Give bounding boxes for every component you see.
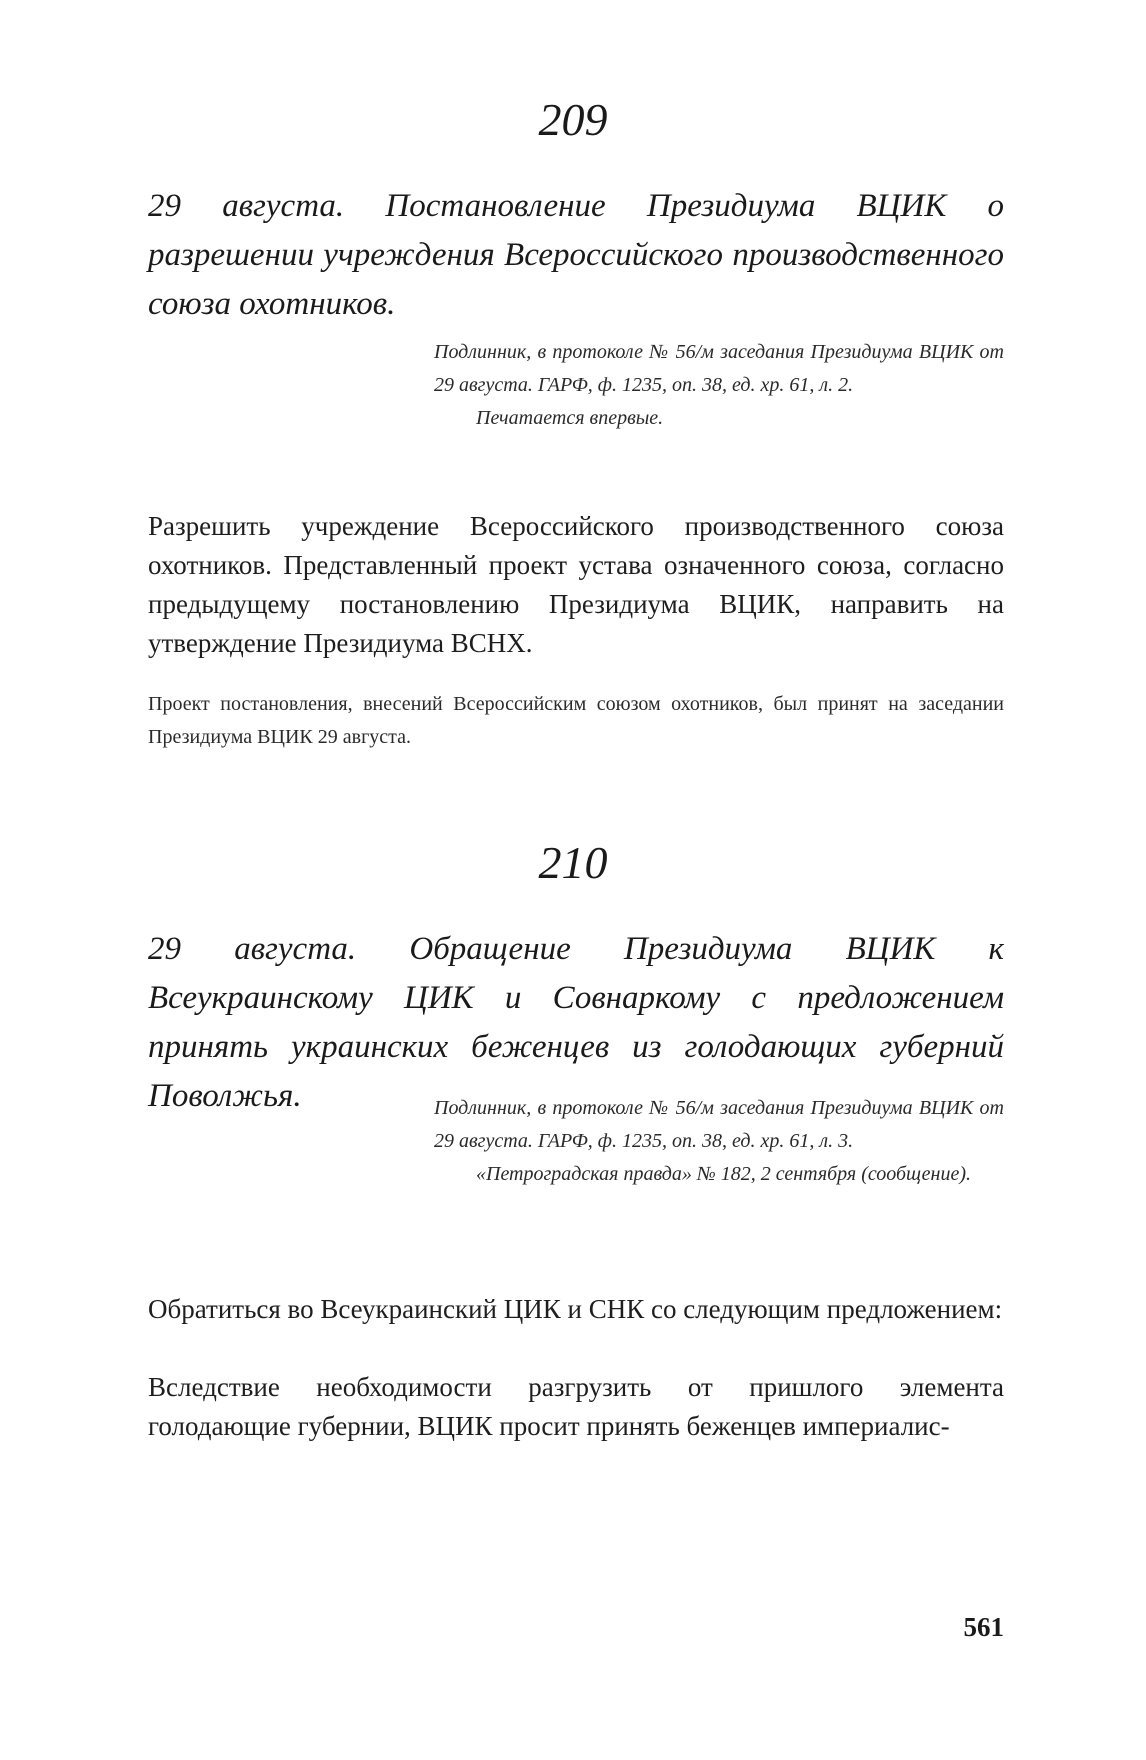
source-line: «Петроградская правда» № 182, 2 сентября (сообщение). xyxy=(476,1163,971,1185)
document-number: 209 xyxy=(538,94,608,145)
document-body-paragraph: Вследствие необходимости разгрузить от пришлого элемента голодающие губернии, ВЦИК просит принять беженцев империалис- xyxy=(148,1372,1004,1441)
document-body-paragraph: Обратиться во Всеукраинский ЦИК и СНК со следующим предложением: xyxy=(148,1294,1003,1324)
source-line: Подлинник, в протоколе № 56/м заседания Президиума ВЦИК от 29 августа. ГАРФ, ф. 1235, оп. 38, ед. хр. 61, л. 2. xyxy=(434,341,1004,396)
document-number: 210 xyxy=(538,837,608,888)
document-body-paragraph: Разрешить учреждение Всероссийского производственного союза охотников. Представленный проект устава означенного союза, согласно предыдущему постановлению Президиума ВЦИК, направить на утверждение Президиума ВСНХ. xyxy=(148,511,1004,658)
source-reference xyxy=(434,1092,1004,1191)
source-line: Печатается впервые. xyxy=(476,407,664,429)
document-title: 29 августа. Обращение Президиума ВЦИК к Всеукраинскому ЦИК и Совнаркому с предложением принять украинских беженцев из голодающих губерний Поволжья. xyxy=(148,931,1004,1114)
editorial-note: Проект постановления, внесений Всероссийским союзом охотников, был принят на заседании Президиума ВЦИК 29 августа. xyxy=(148,693,1004,748)
source-line: Подлинник, в протоколе № 56/м заседания Президиума ВЦИК от 29 августа. ГАРФ, ф. 1235, оп. 38, ед. хр. 61, л. 3. xyxy=(434,1097,1004,1152)
source-reference xyxy=(434,336,1004,435)
page-number: 561 xyxy=(963,1612,1004,1642)
document-title: 29 августа. Постановление Президиума ВЦИК о разрешении учреждения Всероссийского производственного союза охотников. xyxy=(148,188,1004,322)
